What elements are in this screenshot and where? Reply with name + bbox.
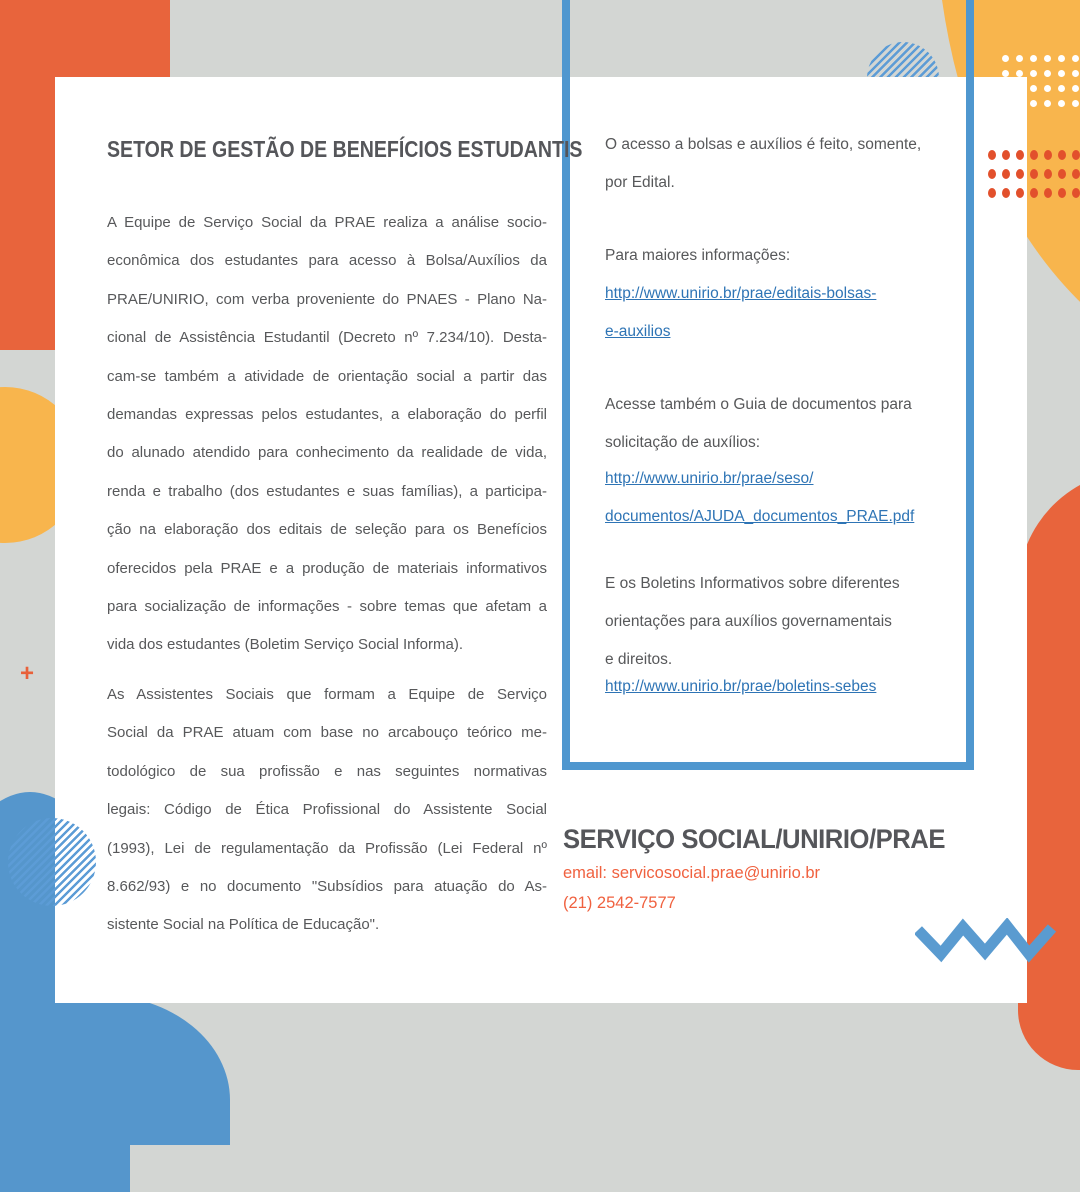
dot (1030, 188, 1038, 198)
text-line: 8.662/93) e no documento "Subsídios para atuação do As- (107, 878, 547, 896)
plus-icon: + (20, 660, 35, 687)
dot (1044, 150, 1052, 160)
contact-heading: SERVIÇO SOCIAL/UNIRIO/PRAE (563, 824, 945, 854)
dot (1072, 100, 1079, 107)
dot (988, 150, 996, 160)
dot (1044, 100, 1051, 107)
dot (988, 188, 996, 198)
dot (1030, 85, 1037, 92)
striped-circle-bottom-icon (8, 818, 96, 906)
dot (1016, 85, 1023, 92)
text-line[interactable]: e-auxilios (605, 323, 671, 340)
dot (1002, 55, 1009, 62)
contact-phone: (21) 2542-7577 (563, 894, 676, 912)
info-label (605, 237, 945, 275)
dot (1016, 70, 1023, 77)
dot (1030, 55, 1037, 62)
zigzag-icon (915, 918, 1065, 963)
text-line: por Edital. (605, 174, 675, 191)
text-line: sistente Social na Política de Educação". (107, 916, 380, 934)
dot (1030, 169, 1038, 179)
dot (1044, 188, 1052, 198)
text-line: todológico de sua profissão e nas seguintes normativas (107, 762, 547, 780)
text-line: orientações para auxílios governamentais (605, 613, 892, 630)
dot (1044, 70, 1051, 77)
editais-bolsas-link[interactable] (605, 275, 945, 351)
dot (1058, 150, 1066, 160)
dot (1072, 150, 1080, 160)
dot (1072, 188, 1080, 198)
dot (1058, 55, 1065, 62)
dot (1002, 169, 1010, 179)
text-line: vida dos estudantes (Boletim Serviço Social Informa). (107, 636, 463, 654)
dot (1002, 100, 1009, 107)
dot (1002, 70, 1009, 77)
text-line: Acesse também o Guia de documentos para (605, 396, 912, 413)
dot (1016, 150, 1024, 160)
dot (988, 169, 996, 179)
dot (1002, 85, 1009, 92)
text-line: e direitos. (605, 651, 673, 668)
text-line: Social da PRAE atuam com base no arcabouço teórico me- (107, 724, 547, 742)
dot (1016, 169, 1024, 179)
dot (1002, 188, 1010, 198)
dot (1016, 100, 1023, 107)
text-line: oferecidos pela PRAE e a produção de materiais informativos (107, 559, 547, 577)
text-line: econômica dos estudantes para acesso à Bolsa/Auxílios da (107, 252, 547, 270)
dot (1072, 55, 1079, 62)
guide-label (605, 386, 945, 462)
dot (1044, 85, 1051, 92)
text-line[interactable]: documentos/AJUDA_documentos_PRAE.pdf (605, 508, 915, 525)
text-line: solicitação de auxílios: (605, 434, 761, 451)
dot (1058, 169, 1066, 179)
boletins-sebes-link[interactable] (605, 668, 945, 706)
dot (1030, 70, 1037, 77)
text-line: legais: Código de Ética Profissional do Assistente Social (107, 801, 547, 819)
dot (1030, 150, 1038, 160)
dot (1072, 169, 1080, 179)
dot (1058, 85, 1065, 92)
text-line: (1993), Lei de regulamentação da Profissão (Lei Federal nº (107, 839, 547, 857)
text-line: demandas expressas pelos estudantes, a elaboração do perfil (107, 406, 547, 424)
text-line[interactable]: http://www.unirio.br/prae/editais-bolsas- (605, 285, 877, 302)
text-line: E os Boletins Informativos sobre diferentes (605, 575, 900, 592)
text-line: cam-se também a atividade de orientação social a partir das (107, 367, 547, 385)
text-line[interactable]: http://www.unirio.br/prae/seso/ (605, 470, 814, 487)
left-paragraph-2 (107, 676, 547, 945)
dot (1058, 188, 1066, 198)
dot (1072, 70, 1079, 77)
dot (1044, 55, 1051, 62)
page-title: SETOR DE GESTÃO DE BENEFÍCIOS ESTUDANTIS (107, 136, 583, 162)
text-line: A Equipe de Serviço Social da PRAE realiza a análise socio- (107, 214, 547, 231)
right-intro-text (605, 126, 945, 202)
text-line: Para maiores informações: (605, 247, 791, 264)
dot (1058, 70, 1065, 77)
text-line: ção na elaboração dos editais de seleção para os Benefícios (107, 521, 547, 539)
orange-dots-grid (988, 150, 1080, 198)
dot (1044, 169, 1052, 179)
left-paragraph-1 (107, 204, 547, 665)
boletins-label (605, 565, 945, 679)
guia-documentos-link[interactable] (605, 460, 945, 536)
text-line: PRAE/UNIRIO, com verba proveniente do PNAES - Plano Na- (107, 290, 547, 308)
text-line[interactable]: http://www.unirio.br/prae/boletins-sebes (605, 678, 877, 695)
dot (1030, 100, 1037, 107)
dot (1016, 188, 1024, 198)
text-line: cional de Assistência Estudantil (Decreto nº 7.234/10). Desta- (107, 329, 547, 347)
dot (1016, 55, 1023, 62)
text-line: As Assistentes Sociais que formam a Equipe de Serviço (107, 686, 547, 703)
orange-blob-right-edge (1018, 470, 1080, 1070)
contact-email: email: servicosocial.prae@unirio.br (563, 864, 821, 882)
text-line: O acesso a bolsas e auxílios é feito, somente, (605, 136, 922, 153)
text-line: renda e trabalho (dos estudantes e suas famílias), a participa- (107, 482, 547, 500)
text-line: do alunado atendido para conhecimento da realidade de vida, (107, 444, 547, 462)
dot (1072, 85, 1079, 92)
dot (1002, 150, 1010, 160)
blue-blob-bottom-left-foot (0, 995, 230, 1145)
text-line: para socialização de informações - sobre temas que afetam a (107, 598, 547, 616)
dot (1058, 100, 1065, 107)
white-dots-grid (1002, 55, 1080, 107)
